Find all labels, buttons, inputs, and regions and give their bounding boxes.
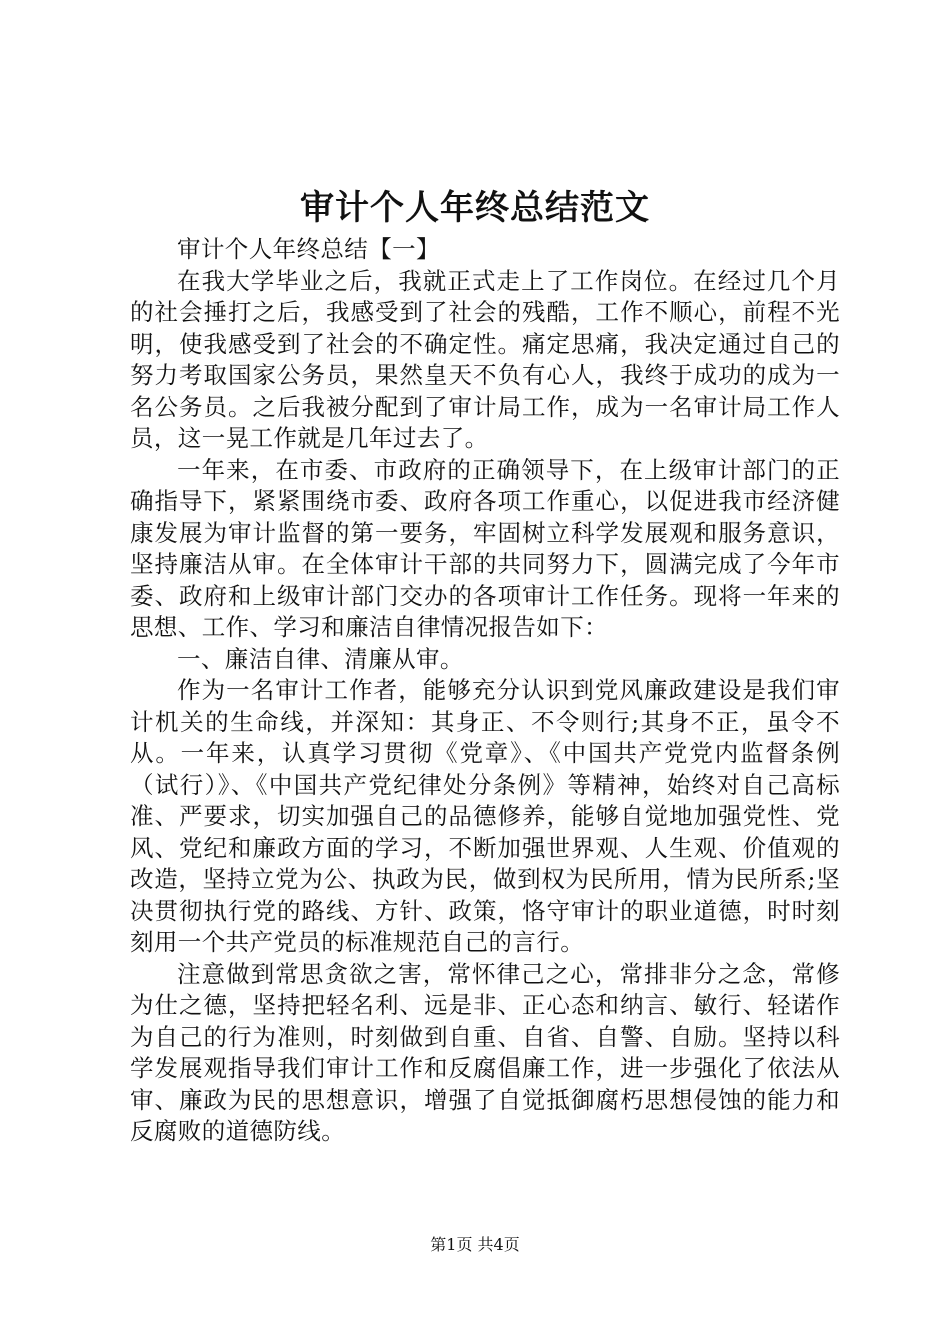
section-heading: 审计个人年终总结【一】 xyxy=(177,235,440,263)
page-footer: 第1页 共4页 xyxy=(430,1235,520,1254)
paragraph: 在我大学毕业之后，我就正式走上了工作岗位。在经过几个月的社会捶打之后，我感受到了社会的残酷，工作不顺心，前程不光明，使我感受到了社会的不确定性。痛定思痛，我决定通过自己的努力考取国家公务员，果然皇天不负有心人，我终于成功的成为一名公务员。之后我被分配到了审计局工作，成为一名审计局工作人员，这一晃工作就是几年过去了。 xyxy=(130,266,840,452)
paragraph: 一年来，在市委、市政府的正确领导下，在上级审计部门的正确指导下，紧紧围绕市委、政府各项工作重心，以促进我市经济健康发展为审计监督的第一要务，牢固树立科学发展观和服务意识，坚持廉洁从审。在全体审计干部的共同努力下，圆满完成了今年市委、政府和上级审计部门交办的各项审计工作任务。现将一年来的思想、工作、学习和廉洁自律情况报告如下： xyxy=(130,455,840,641)
document-body xyxy=(130,234,840,1148)
section-heading: 一、廉洁自律、清廉从审。 xyxy=(177,644,464,673)
document-title: 审计个人年终总结范文 xyxy=(300,188,650,228)
paragraph: 作为一名审计工作者，能够充分认识到党风廉政建设是我们审计机关的生命线，并深知：其身正、不令则行;其身不正，虽令不从。一年来，认真学习贯彻《党章》、《中国共产党党内监督条例（试行）》、《中国共产党纪律处分条例》等精神，始终对自己高标准、严要求，切实加强自己的品德修养，能够自觉地加强党性、党风、党纪和廉政方面的学习，不断加强世界观、人生观、价值观的改造，坚持立党为公、执政为民，做到权为民所用，情为民所系;坚决贯彻执行党的路线、方针、政策，恪守审计的职业道德，时时刻刻用一个共产党员的标准规范自己的言行。 xyxy=(130,676,840,956)
paragraph: 注意做到常思贪欲之害，常怀律己之心，常排非分之念，常修为仕之德，坚持把轻名利、远是非、正心态和纳言、敏行、轻诺作为自己的行为准则，时刻做到自重、自省、自警、自励。坚持以科学发展观指导我们审计工作和反腐倡廉工作，进一步强化了依法从审、廉政为民的思想意识，增强了自觉抵御腐朽思想侵蚀的能力和反腐败的道德防线。 xyxy=(130,959,840,1145)
